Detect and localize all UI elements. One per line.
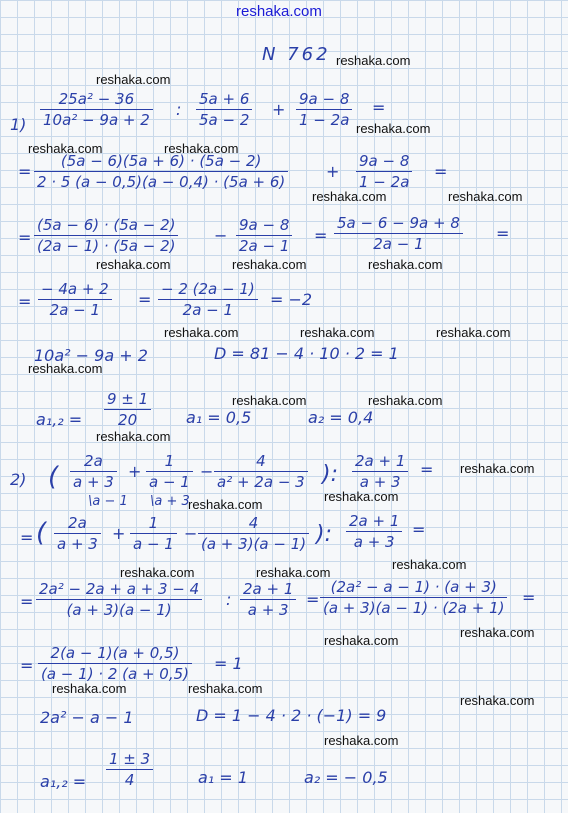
root-2: a₂ = − 0,5 <box>304 768 388 787</box>
equals: = <box>18 162 32 181</box>
watermark: reshaka.com <box>96 257 171 272</box>
multiplier-note: \a + 3 <box>150 494 190 509</box>
watermark: reshaka.com <box>120 565 195 580</box>
watermark: reshaka.com <box>460 693 535 708</box>
watermark: reshaka.com <box>460 461 535 476</box>
watermark: reshaka.com <box>336 53 411 68</box>
fraction: 5a + 6 5a − 2 <box>196 90 252 129</box>
operator: : <box>226 590 232 609</box>
fraction: − 4a + 2 2a − 1 <box>38 280 112 319</box>
equals: = <box>20 592 34 611</box>
root-1: a₁ = 0,5 <box>186 408 252 427</box>
watermark: reshaka.com <box>448 189 523 204</box>
operator: + <box>112 524 126 543</box>
watermark: reshaka.com <box>28 141 103 156</box>
operator: − <box>200 462 214 481</box>
equals: = <box>372 98 386 117</box>
watermark: reshaka.com <box>324 633 399 648</box>
fraction: 9a − 8 1 − 2a <box>356 152 412 191</box>
equals: = <box>420 460 434 479</box>
roots-label: a₁,₂ = <box>40 772 87 791</box>
equals: = <box>314 226 328 245</box>
fraction: 4 (a + 3)(a − 1) <box>198 514 309 553</box>
paren-open: ( <box>36 518 47 548</box>
operator: : <box>176 100 182 119</box>
operator: − <box>184 524 198 543</box>
root-2: a₂ = 0,4 <box>308 408 374 427</box>
paren-close: ): <box>316 522 332 547</box>
fraction: 2a a + 3 <box>70 452 117 491</box>
equals: = <box>522 588 536 607</box>
fraction: 9 ± 1 20 <box>104 390 151 429</box>
operator: − <box>214 226 228 245</box>
fraction: 1 a − 1 <box>130 514 177 553</box>
fraction: 25a² − 36 10a² − 9a + 2 <box>40 90 153 129</box>
quadratic-expression: 2a² − a − 1 <box>40 708 134 727</box>
part-2-label: 2) <box>10 470 27 489</box>
fraction: 1 a − 1 <box>146 452 193 491</box>
watermark: reshaka.com <box>188 497 263 512</box>
roots-label: a₁,₂ = <box>36 410 83 429</box>
watermark: reshaka.com <box>392 557 467 572</box>
equals: = <box>18 228 32 247</box>
fraction: (2a² − a − 1) · (a + 3) (a + 3)(a − 1) · (2a + 1) <box>320 578 507 617</box>
fraction: (5a − 6) · (5a − 2) (2a − 1) · (5a − 2) <box>34 216 178 255</box>
watermark-top[interactable]: reshaka.com <box>236 3 322 20</box>
result: = −2 <box>270 290 313 309</box>
watermark: reshaka.com <box>188 681 263 696</box>
equals: = <box>306 590 320 609</box>
multiplier-note: \a − 1 <box>88 494 128 509</box>
fraction: 5a − 6 − 9a + 8 2a − 1 <box>334 214 463 253</box>
watermark: reshaka.com <box>28 361 103 376</box>
root-1: a₁ = 1 <box>198 768 248 787</box>
equals: = <box>138 290 152 309</box>
watermark: reshaka.com <box>460 625 535 640</box>
fraction: 2a² − 2a + a + 3 − 4 (a + 3)(a − 1) <box>36 580 202 619</box>
fraction: (5a − 6)(5a + 6) · (5a − 2) 2 · 5 (a − 0,5)(a − 0,4) · (5a + 6) <box>34 152 288 191</box>
equals: = <box>496 224 510 243</box>
watermark: reshaka.com <box>164 141 239 156</box>
watermark: reshaka.com <box>324 489 399 504</box>
paren-close: ): <box>322 462 338 487</box>
problem-number: N 762 <box>262 44 331 65</box>
fraction: 2a + 1 a + 3 <box>352 452 408 491</box>
operator: + <box>326 162 340 181</box>
fraction: 2(a − 1)(a + 0,5) (a − 1) · 2 (a + 0,5) <box>38 644 192 683</box>
fraction: 9a − 8 1 − 2a <box>296 90 352 129</box>
fraction: 2a + 1 a + 3 <box>346 512 402 551</box>
watermark: reshaka.com <box>312 189 387 204</box>
watermark: reshaka.com <box>436 325 511 340</box>
watermark: reshaka.com <box>356 121 431 136</box>
watermark: reshaka.com <box>96 72 171 87</box>
operator: + <box>128 462 142 481</box>
equals: = <box>20 656 34 675</box>
fraction: 2a + 1 a + 3 <box>240 580 296 619</box>
watermark: reshaka.com <box>52 681 127 696</box>
fraction: 4 a² + 2a − 3 <box>214 452 308 491</box>
fraction: 1 ± 3 4 <box>106 750 153 789</box>
watermark: reshaka.com <box>232 257 307 272</box>
watermark: reshaka.com <box>164 325 239 340</box>
watermark: reshaka.com <box>300 325 375 340</box>
watermark: reshaka.com <box>96 429 171 444</box>
quadratic-expression: 10a² − 9a + 2 <box>34 346 148 365</box>
watermark: reshaka.com <box>256 565 331 580</box>
watermark: reshaka.com <box>368 257 443 272</box>
result: = 1 <box>214 654 243 673</box>
equals: = <box>20 528 34 547</box>
discriminant: D = 81 − 4 · 10 · 2 = 1 <box>214 344 399 363</box>
paren-open: ( <box>48 462 59 492</box>
equals: = <box>434 162 448 181</box>
watermark: reshaka.com <box>232 393 307 408</box>
watermark: reshaka.com <box>324 733 399 748</box>
watermark: reshaka.com <box>368 393 443 408</box>
operator: + <box>272 100 286 119</box>
fraction: 9a − 8 2a − 1 <box>236 216 292 255</box>
fraction: − 2 (2a − 1) 2a − 1 <box>158 280 258 319</box>
equals: = <box>412 520 426 539</box>
discriminant: D = 1 − 4 · 2 · (−1) = 9 <box>196 706 387 725</box>
fraction: 2a a + 3 <box>54 514 101 553</box>
equals: = <box>18 292 32 311</box>
part-1-label: 1) <box>10 115 27 134</box>
